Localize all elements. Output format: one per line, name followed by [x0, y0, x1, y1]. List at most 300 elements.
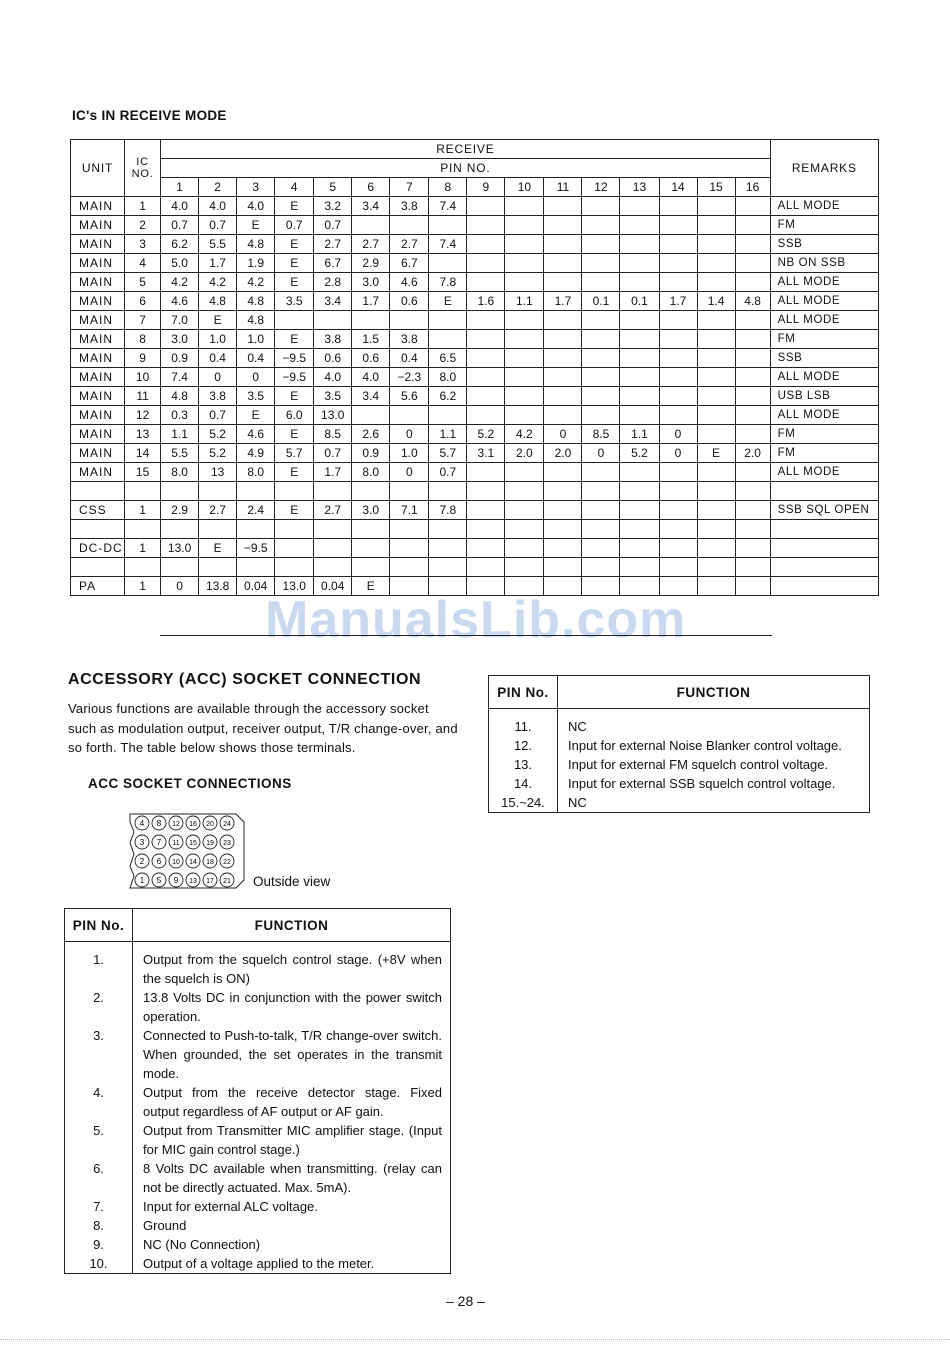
pin-voltage-cell: −9.5 — [275, 349, 314, 368]
ic-number-cell: 12 — [125, 406, 161, 425]
pin-function-cell: Output from the squelch control stage. (+8V when the squelch is ON) — [133, 942, 451, 989]
pin-voltage-cell: 4.8 — [237, 235, 275, 254]
pin-function-cell: NC (No Connection) — [133, 1235, 451, 1254]
pin-voltage-cell — [467, 330, 505, 349]
pin-voltage-cell — [429, 406, 467, 425]
unit-cell: MAIN — [71, 330, 125, 349]
pin-voltage-cell — [544, 463, 582, 482]
pin-function-cell: 8 Volts DC available when transmitting. (relay can not be directly actuated. Max. 5mA). — [133, 1159, 451, 1197]
pin-voltage-cell — [620, 197, 659, 216]
header-receive: RECEIVE — [161, 140, 771, 159]
unit-cell: MAIN — [71, 254, 125, 273]
pin-voltage-cell: 1.1 — [161, 425, 199, 444]
pin-voltage-cell — [544, 501, 582, 520]
pin-voltage-cell: 3.8 — [199, 387, 237, 406]
empty-cell — [199, 558, 237, 577]
empty-cell — [390, 520, 429, 539]
unit-cell: MAIN — [71, 387, 125, 406]
pin-voltage-cell: 0.7 — [314, 216, 352, 235]
pin-voltage-cell: 3.2 — [314, 197, 352, 216]
pin-voltage-cell — [697, 235, 735, 254]
unit-cell: MAIN — [71, 463, 125, 482]
empty-cell — [314, 558, 352, 577]
pin-voltage-cell — [697, 501, 735, 520]
pin-voltage-cell: 4.9 — [237, 444, 275, 463]
pin-header: 5 — [314, 178, 352, 197]
table-row — [71, 501, 879, 520]
pin-voltage-cell: 0.9 — [352, 444, 390, 463]
empty-cell — [544, 520, 582, 539]
pin-voltage-cell: 0.1 — [582, 292, 620, 311]
pin-voltage-cell: 5.5 — [199, 235, 237, 254]
pin-voltage-cell: 3.4 — [352, 387, 390, 406]
empty-cell — [620, 558, 659, 577]
pin-voltage-cell — [467, 501, 505, 520]
socket-pin-label: 20 — [206, 821, 214, 828]
pin-voltage-cell: 0.4 — [199, 349, 237, 368]
pin-voltage-cell: 0.4 — [390, 349, 429, 368]
pin-header: 16 — [735, 178, 770, 197]
pin-number-header-row — [71, 178, 879, 197]
socket-pin-label: 8 — [156, 819, 162, 828]
pin-voltage-cell: E — [275, 330, 314, 349]
pin-voltage-cell — [620, 368, 659, 387]
ic-number-cell: 3 — [125, 235, 161, 254]
pin-number-cell: 10. — [65, 1254, 133, 1274]
pin-voltage-cell: 2.6 — [352, 425, 390, 444]
pin-voltage-cell: 1.4 — [697, 292, 735, 311]
outside-view-label: Outside view — [253, 874, 331, 889]
unit-cell: DC-DC — [71, 539, 125, 558]
pin-voltage-cell: 4.6 — [161, 292, 199, 311]
pin-voltage-cell: 0.04 — [237, 577, 275, 596]
pin-voltage-cell — [659, 368, 697, 387]
pin-voltage-cell: 4.0 — [314, 368, 352, 387]
pin-header: 12 — [582, 178, 620, 197]
pin-voltage-cell — [314, 539, 352, 558]
empty-cell — [237, 520, 275, 539]
ic-number-cell: 7 — [125, 311, 161, 330]
table-row — [71, 425, 879, 444]
function-header: FUNCTION — [133, 909, 451, 942]
socket-pin-label: 4 — [139, 819, 145, 828]
pin-voltage-cell: 0.04 — [314, 577, 352, 596]
table-row — [65, 1159, 451, 1197]
pin-voltage-cell — [544, 235, 582, 254]
pin-voltage-cell: 1.0 — [390, 444, 429, 463]
pin-voltage-cell: 2.7 — [314, 235, 352, 254]
pin-voltage-cell: 3.0 — [352, 273, 390, 292]
pin-voltage-cell: 5.6 — [390, 387, 429, 406]
pin-voltage-cell — [659, 254, 697, 273]
pin-voltage-cell — [582, 235, 620, 254]
ic-number-cell: 13 — [125, 425, 161, 444]
table-row — [71, 444, 879, 463]
pin-voltage-cell: 4.8 — [237, 292, 275, 311]
pin-voltage-cell — [544, 368, 582, 387]
empty-cell — [352, 558, 390, 577]
socket-pin-label: 18 — [206, 859, 214, 866]
pin-header: 11 — [544, 178, 582, 197]
pin-voltage-cell: 2.9 — [352, 254, 390, 273]
ic-number-cell: 9 — [125, 349, 161, 368]
ic-number-cell: 6 — [125, 292, 161, 311]
pin-voltage-cell — [505, 330, 544, 349]
pin-voltage-cell — [467, 539, 505, 558]
pin-voltage-cell: 5.2 — [199, 444, 237, 463]
pin-voltage-cell — [735, 349, 770, 368]
empty-cell — [429, 558, 467, 577]
pin-voltage-cell: 6.2 — [161, 235, 199, 254]
empty-cell — [735, 558, 770, 577]
pin-voltage-cell — [467, 463, 505, 482]
table-row — [65, 988, 451, 1026]
pin-voltage-cell: 7.1 — [390, 501, 429, 520]
empty-cell — [659, 520, 697, 539]
table-row — [65, 1083, 451, 1121]
pin-voltage-cell: 2.7 — [352, 235, 390, 254]
pin-voltage-cell — [582, 406, 620, 425]
empty-cell — [544, 482, 582, 501]
pin-voltage-cell: 0.6 — [314, 349, 352, 368]
pin-voltage-cell: 1.6 — [467, 292, 505, 311]
pin-voltage-cell — [505, 387, 544, 406]
pin-voltage-cell: 0.7 — [161, 216, 199, 235]
pin-voltage-cell: 4.6 — [237, 425, 275, 444]
pin-voltage-cell: 13 — [199, 463, 237, 482]
pin-header: 8 — [429, 178, 467, 197]
pin-voltage-cell — [620, 235, 659, 254]
pin-voltage-cell — [659, 235, 697, 254]
remarks-cell: ALL MODE — [770, 311, 878, 330]
pin-voltage-cell: 1.7 — [199, 254, 237, 273]
unit-cell: MAIN — [71, 216, 125, 235]
pin-voltage-cell — [544, 539, 582, 558]
pin-number-cell: 5. — [65, 1121, 133, 1159]
empty-cell — [620, 520, 659, 539]
empty-cell — [505, 482, 544, 501]
pin-header: 6 — [352, 178, 390, 197]
pin-voltage-cell: 2.0 — [544, 444, 582, 463]
pin-voltage-cell — [429, 254, 467, 273]
ic-number-cell: 1 — [125, 501, 161, 520]
remarks-cell: ALL MODE — [770, 197, 878, 216]
pin-voltage-cell: 1.7 — [659, 292, 697, 311]
pin-voltage-cell — [620, 349, 659, 368]
pin-voltage-cell: 0 — [659, 425, 697, 444]
pin-voltage-cell: −9.5 — [275, 368, 314, 387]
empty-cell — [429, 520, 467, 539]
socket-pin-label: 3 — [139, 838, 145, 847]
empty-cell — [582, 520, 620, 539]
pin-voltage-cell — [505, 368, 544, 387]
function-header: FUNCTION — [558, 676, 870, 709]
pin-voltage-cell: 5.2 — [467, 425, 505, 444]
remarks-cell: ALL MODE — [770, 463, 878, 482]
pin-voltage-cell: E — [352, 577, 390, 596]
pin-voltage-cell: 1.7 — [314, 463, 352, 482]
pin-voltage-cell — [429, 311, 467, 330]
pin-voltage-cell — [735, 216, 770, 235]
header-remarks: REMARKS — [770, 140, 878, 197]
pin-voltage-cell — [390, 406, 429, 425]
pin-voltage-cell — [429, 539, 467, 558]
pin-voltage-cell: 5.0 — [161, 254, 199, 273]
pin-number-cell: 4. — [65, 1083, 133, 1121]
socket-pin-label: 2 — [139, 857, 145, 866]
pin-voltage-cell: 13.0 — [275, 577, 314, 596]
pin-voltage-cell — [467, 273, 505, 292]
pin-voltage-cell — [467, 368, 505, 387]
pin-voltage-cell — [697, 577, 735, 596]
blank-row — [71, 520, 879, 539]
pin-voltage-cell: 0.6 — [352, 349, 390, 368]
remarks-cell — [770, 539, 878, 558]
pin-voltage-cell: 1.1 — [429, 425, 467, 444]
empty-cell — [237, 558, 275, 577]
header-pin-no: PIN NO. — [161, 159, 771, 178]
pin-voltage-cell — [697, 539, 735, 558]
pin-voltage-cell: 3.4 — [314, 292, 352, 311]
pin-header: 13 — [620, 178, 659, 197]
pin-voltage-cell: 2.0 — [505, 444, 544, 463]
remarks-cell: NB ON SSB — [770, 254, 878, 273]
empty-cell — [697, 482, 735, 501]
table-row — [71, 197, 879, 216]
pin-voltage-cell — [735, 406, 770, 425]
pin-voltage-cell: E — [199, 539, 237, 558]
pin-voltage-cell: 2.8 — [314, 273, 352, 292]
pin-voltage-cell: 7.8 — [429, 501, 467, 520]
pin-voltage-cell — [505, 311, 544, 330]
pin-voltage-cell — [467, 254, 505, 273]
empty-cell — [697, 558, 735, 577]
pin-voltage-cell — [390, 216, 429, 235]
pin-voltage-cell: 0 — [659, 444, 697, 463]
header-unit: UNIT — [71, 140, 125, 197]
unit-cell: MAIN — [71, 406, 125, 425]
unit-cell: MAIN — [71, 444, 125, 463]
pin-voltage-cell: 5.7 — [275, 444, 314, 463]
pin-voltage-cell — [582, 368, 620, 387]
empty-cell — [237, 482, 275, 501]
pin-voltage-cell — [659, 387, 697, 406]
table-row — [71, 330, 879, 349]
empty-cell — [71, 482, 125, 501]
pin-number-cell: 9. — [65, 1235, 133, 1254]
pin-voltage-cell — [620, 311, 659, 330]
pin-voltage-cell: 13.0 — [161, 539, 199, 558]
empty-cell — [770, 558, 878, 577]
pin-voltage-cell — [735, 463, 770, 482]
remarks-cell: ALL MODE — [770, 273, 878, 292]
pin-voltage-cell: 0.3 — [161, 406, 199, 425]
pin-voltage-cell: 4.0 — [199, 197, 237, 216]
pin-voltage-cell — [390, 539, 429, 558]
pin-voltage-cell: 4.2 — [237, 273, 275, 292]
pin-voltage-cell — [505, 197, 544, 216]
pin-voltage-cell: 0 — [161, 577, 199, 596]
empty-cell — [161, 558, 199, 577]
pin-voltage-cell: E — [237, 406, 275, 425]
pin-voltage-cell: 0.6 — [390, 292, 429, 311]
empty-cell — [697, 520, 735, 539]
socket-pin-label: 21 — [223, 878, 231, 885]
pin-voltage-cell — [659, 330, 697, 349]
pin-voltage-cell: 0.7 — [199, 406, 237, 425]
pin-voltage-cell: 0 — [237, 368, 275, 387]
pin-number-cell: 15.~24. — [489, 793, 558, 813]
pin-voltage-cell: 0 — [582, 444, 620, 463]
pin-number-cell: 2. — [65, 988, 133, 1026]
pin-voltage-cell: E — [237, 216, 275, 235]
pin-voltage-cell — [697, 406, 735, 425]
pin-voltage-cell — [735, 425, 770, 444]
pin-voltage-cell: 3.5 — [237, 387, 275, 406]
empty-cell — [467, 482, 505, 501]
empty-cell — [659, 482, 697, 501]
pin-voltage-cell — [429, 216, 467, 235]
pin-number-cell: 3. — [65, 1026, 133, 1083]
pin-voltage-cell: 3.1 — [467, 444, 505, 463]
empty-cell — [125, 482, 161, 501]
pin-voltage-cell — [735, 368, 770, 387]
pin-voltage-cell — [582, 387, 620, 406]
empty-cell — [125, 520, 161, 539]
pin-voltage-cell: 0 — [390, 463, 429, 482]
pin-header: 7 — [390, 178, 429, 197]
pin-header: 1 — [161, 178, 199, 197]
empty-cell — [544, 558, 582, 577]
pin-voltage-cell: E — [275, 501, 314, 520]
unit-cell: MAIN — [71, 235, 125, 254]
table-row — [489, 793, 870, 813]
blank-row — [71, 482, 879, 501]
pin-voltage-cell — [620, 501, 659, 520]
pin-number-cell: 13. — [489, 755, 558, 774]
pin-voltage-cell — [582, 216, 620, 235]
pin-voltage-cell: 5.7 — [429, 444, 467, 463]
pin-voltage-cell — [620, 216, 659, 235]
pin-voltage-cell: 8.0 — [429, 368, 467, 387]
pin-no-header: PIN No. — [65, 909, 133, 942]
pin-voltage-cell: 3.5 — [275, 292, 314, 311]
pin-voltage-cell: 8.0 — [161, 463, 199, 482]
unit-cell: MAIN — [71, 349, 125, 368]
pin-voltage-cell: 13.0 — [314, 406, 352, 425]
empty-cell — [620, 482, 659, 501]
pin-voltage-cell — [467, 387, 505, 406]
header-ic-no: IC NO. — [125, 140, 161, 197]
pin-voltage-cell: 4.2 — [505, 425, 544, 444]
acc-intro-text: Various functions are available through the accessory socket such as modulation output, receiver output, T/R change-over, and so forth. The table below shows those terminals. — [68, 701, 458, 755]
remarks-cell — [770, 577, 878, 596]
pin-voltage-cell: E — [275, 197, 314, 216]
pin-header: 3 — [237, 178, 275, 197]
pin-voltage-cell: 3.5 — [314, 387, 352, 406]
pin-voltage-cell: 8.0 — [237, 463, 275, 482]
pin-voltage-cell — [697, 216, 735, 235]
pin-voltage-cell — [390, 311, 429, 330]
pin-voltage-cell — [582, 501, 620, 520]
pin-voltage-cell — [352, 539, 390, 558]
pin-header: 14 — [659, 178, 697, 197]
empty-cell — [582, 482, 620, 501]
table-row — [65, 1254, 451, 1274]
pin-voltage-cell: 2.7 — [199, 501, 237, 520]
pin-voltage-cell — [544, 216, 582, 235]
pin-voltage-cell — [582, 330, 620, 349]
pin-voltage-cell — [620, 387, 659, 406]
table-row — [71, 463, 879, 482]
receive-table-body — [71, 197, 879, 596]
socket-pin-label: 6 — [156, 857, 162, 866]
pin-voltage-cell — [275, 311, 314, 330]
pin-function-cell: NC — [558, 793, 870, 813]
pin-voltage-cell: 3.4 — [352, 197, 390, 216]
pin-voltage-cell — [620, 463, 659, 482]
pin-voltage-cell: 1.7 — [544, 292, 582, 311]
pin-voltage-cell — [735, 387, 770, 406]
pin-voltage-cell — [352, 311, 390, 330]
pin-voltage-cell: 4.0 — [237, 197, 275, 216]
pin-voltage-cell: E — [275, 235, 314, 254]
pin-voltage-cell — [505, 501, 544, 520]
pin-voltage-cell — [697, 273, 735, 292]
empty-cell — [582, 558, 620, 577]
unit-cell: MAIN — [71, 368, 125, 387]
empty-cell — [505, 520, 544, 539]
empty-cell — [199, 520, 237, 539]
pin-voltage-cell — [544, 197, 582, 216]
remarks-cell: FM — [770, 425, 878, 444]
pin-voltage-cell — [582, 463, 620, 482]
ic-number-cell: 2 — [125, 216, 161, 235]
empty-cell — [71, 520, 125, 539]
pin-voltage-cell — [697, 368, 735, 387]
empty-cell — [505, 558, 544, 577]
unit-cell: CSS — [71, 501, 125, 520]
socket-pin-label: 23 — [223, 840, 231, 847]
pin-function-cell: Input for external ALC voltage. — [133, 1197, 451, 1216]
ic-number-cell: 1 — [125, 197, 161, 216]
pin-voltage-cell: 6.0 — [275, 406, 314, 425]
unit-cell: MAIN — [71, 197, 125, 216]
pin-voltage-cell — [620, 330, 659, 349]
divider — [160, 635, 772, 636]
pin-voltage-cell: 4.2 — [199, 273, 237, 292]
pin-voltage-cell — [659, 501, 697, 520]
ic-number-cell: 8 — [125, 330, 161, 349]
pin-voltage-cell: 4.6 — [390, 273, 429, 292]
pin-voltage-cell — [735, 539, 770, 558]
pin-voltage-cell: 8.5 — [582, 425, 620, 444]
empty-cell — [275, 520, 314, 539]
pin-voltage-cell: 6.5 — [429, 349, 467, 368]
pin-voltage-cell: E — [429, 292, 467, 311]
empty-cell — [390, 482, 429, 501]
pin-voltage-cell — [467, 311, 505, 330]
empty-cell — [275, 558, 314, 577]
unit-cell: PA — [71, 577, 125, 596]
pin-function-cell: Input for external SSB squelch control voltage. — [558, 774, 870, 793]
pin-voltage-cell: 3.8 — [390, 197, 429, 216]
ic-number-cell: 14 — [125, 444, 161, 463]
page-number: – 28 – — [446, 1293, 485, 1309]
pin-voltage-cell: 1.0 — [199, 330, 237, 349]
pin-voltage-cell — [659, 273, 697, 292]
unit-cell: MAIN — [71, 425, 125, 444]
